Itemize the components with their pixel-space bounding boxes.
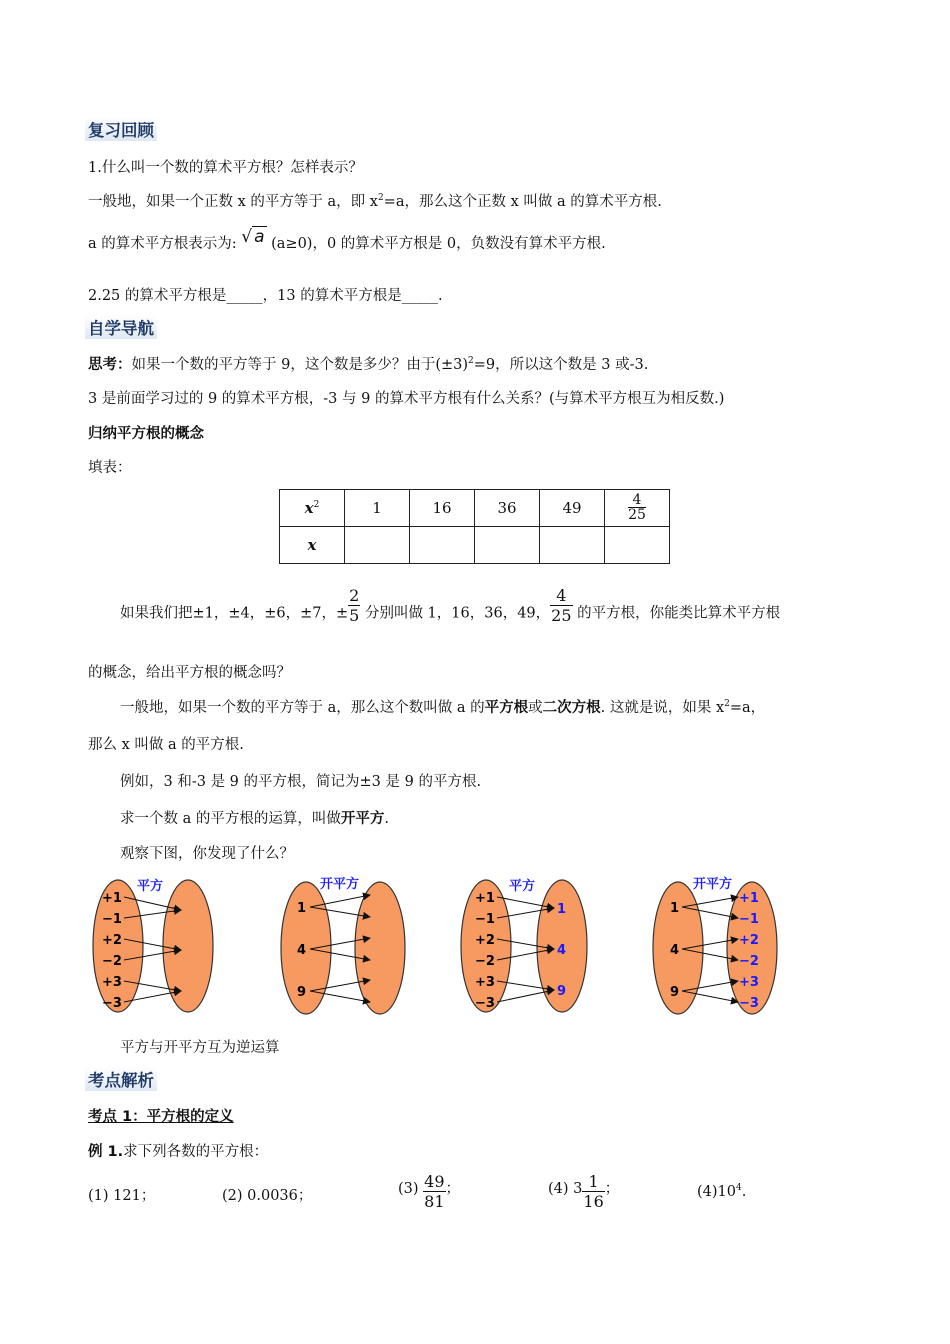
signed-number: −2 — [475, 954, 495, 969]
signed-number: −1 — [739, 912, 759, 927]
arithmetic-root-notation: a 的算术平方根表示为: √ a (a≥0)，0 的算术平方根是 0，负数没有算术平方根. — [88, 227, 606, 252]
diagram-root-blank — [281, 876, 405, 1014]
signed-number: +3 — [475, 975, 495, 990]
exam-point-1: 考点 1：平方根的定义 — [88, 1109, 234, 1125]
square-number: 4 — [670, 943, 680, 958]
table-row — [280, 527, 670, 564]
table-row-header-x-squared: $x^2$ — [280, 490, 345, 527]
diagram-caption: 平方与开平方互为逆运算 — [120, 1040, 280, 1056]
square-number: 9 — [297, 985, 307, 1000]
analogy-paragraph-line2: 的概念，给出平方根的概念吗？ — [88, 665, 291, 681]
diagram-label: 开平方 — [320, 877, 360, 892]
fill-in-table — [279, 489, 670, 564]
table-cell-fraction: $\frac{4}{25}$ — [605, 490, 670, 527]
definition-example: 例如，3 和-3 是 9 的平方根，简记为±3 是 9 的平方根. — [120, 774, 482, 790]
signed-number: +2 — [102, 933, 122, 948]
section-heading-review: 复习回顾 — [85, 117, 157, 141]
signed-number: −3 — [739, 996, 759, 1011]
signed-number: +2 — [475, 933, 495, 948]
square-number: 1 — [557, 902, 567, 917]
table-cell: 36 — [475, 490, 540, 527]
think-paragraph: 思考：如果一个数的平方等于 9，这个数是多少？由于$(\pm 3)^2=9$，所以这个数是 3 或-3. — [88, 356, 649, 373]
table-answer-cell[interactable] — [475, 527, 540, 564]
exercise-item-3: (3) $\frac{49}{81}$ ； — [398, 1172, 461, 1211]
operation-definition: 求一个数 a 的平方根的运算，叫做开平方. — [120, 811, 389, 827]
table-answer-cell[interactable] — [410, 527, 475, 564]
signed-number: −2 — [739, 954, 759, 969]
table-answer-cell[interactable] — [345, 527, 410, 564]
square-root-diagrams — [88, 870, 788, 1020]
table-cell: 16 — [410, 490, 475, 527]
signed-number: +1 — [739, 891, 759, 906]
section-heading-exam: 考点解析 — [85, 1067, 157, 1091]
signed-number: −1 — [102, 912, 122, 927]
table-row-header-x: x — [280, 527, 345, 564]
table-cell: 49 — [540, 490, 605, 527]
square-number: 1 — [297, 901, 307, 916]
signed-number: +2 — [739, 933, 759, 948]
square-root-definition-line2: 那么 x 叫做 a 的平方根. — [88, 737, 244, 753]
section-heading-self-study: 自学导航 — [85, 315, 157, 339]
diagram-label: 平方 — [509, 879, 536, 894]
review-question-2: 2.25 的算术平方根是_____，13 的算术平方根是_____. — [88, 288, 443, 304]
square-root-definition: 一般地，如果一个数的平方等于 a，那么这个数叫做 a 的平方根或二次方根. 这就是说，如果 $x^2=a$， — [120, 699, 766, 716]
diagram-square-filled — [461, 878, 587, 1012]
signed-number: −3 — [475, 996, 495, 1011]
range-ellipse — [163, 880, 213, 1012]
table-row — [280, 490, 670, 527]
diagram-label: 平方 — [137, 879, 164, 894]
signed-number: +1 — [102, 891, 122, 906]
relation-paragraph: 3 是前面学习过的 9 的算术平方根，-3 与 9 的算术平方根有什么关系？(与算术平方根互为相反数.) — [88, 391, 725, 407]
table-answer-cell[interactable] — [605, 527, 670, 564]
square-number: 9 — [557, 984, 567, 999]
square-number: 4 — [297, 943, 307, 958]
exercise-item-1: (1) 121； — [88, 1188, 156, 1204]
analogy-paragraph: 如果我们把±1，±4，±6，±7，± $\frac{2}{5}$ 分别叫做 1，16，36，49， $\frac{4}{25}$ 的平方根，你能类比算术平方根 — [120, 586, 781, 625]
review-question-1: 1.什么叫一个数的算术平方根？怎样表示？ — [88, 160, 363, 176]
fill-table-label: 填表： — [88, 460, 132, 476]
signed-number: +3 — [739, 975, 759, 990]
signed-number: −2 — [102, 954, 122, 969]
sqrt-radicand: a — [254, 227, 265, 247]
exercise-item-4: (4) 3 $\frac{1}{16}$ ； — [548, 1172, 620, 1211]
signed-number: +3 — [102, 975, 122, 990]
signed-number: −3 — [102, 996, 122, 1011]
example-1: 例 1.求下列各数的平方根： — [88, 1144, 269, 1160]
diagram-label: 开平方 — [693, 877, 733, 892]
observe-prompt: 观察下图，你发现了什么？ — [120, 846, 294, 862]
table-cell: 1 — [345, 490, 410, 527]
arithmetic-root-definition: 一般地，如果一个正数 x 的平方等于 a，即 $x^2=a$，那么这个正数 x 叫做 a 的算术平方根. — [88, 193, 662, 210]
signed-number: −1 — [475, 912, 495, 927]
square-number: 9 — [670, 985, 680, 1000]
signed-number: +1 — [475, 891, 495, 906]
sqrt-symbol: √ — [241, 227, 253, 247]
diagram-root-filled — [653, 876, 777, 1014]
diagram-square-blank — [93, 878, 213, 1012]
exercise-item-5: $(4)10^4$. — [697, 1183, 747, 1200]
exercise-item-2: (2) 0.0036； — [222, 1188, 313, 1204]
table-answer-cell[interactable] — [540, 527, 605, 564]
concept-title: 归纳平方根的概念 — [88, 426, 204, 442]
square-number: 1 — [670, 901, 680, 916]
square-number: 4 — [557, 943, 567, 958]
range-ellipse — [355, 882, 405, 1014]
